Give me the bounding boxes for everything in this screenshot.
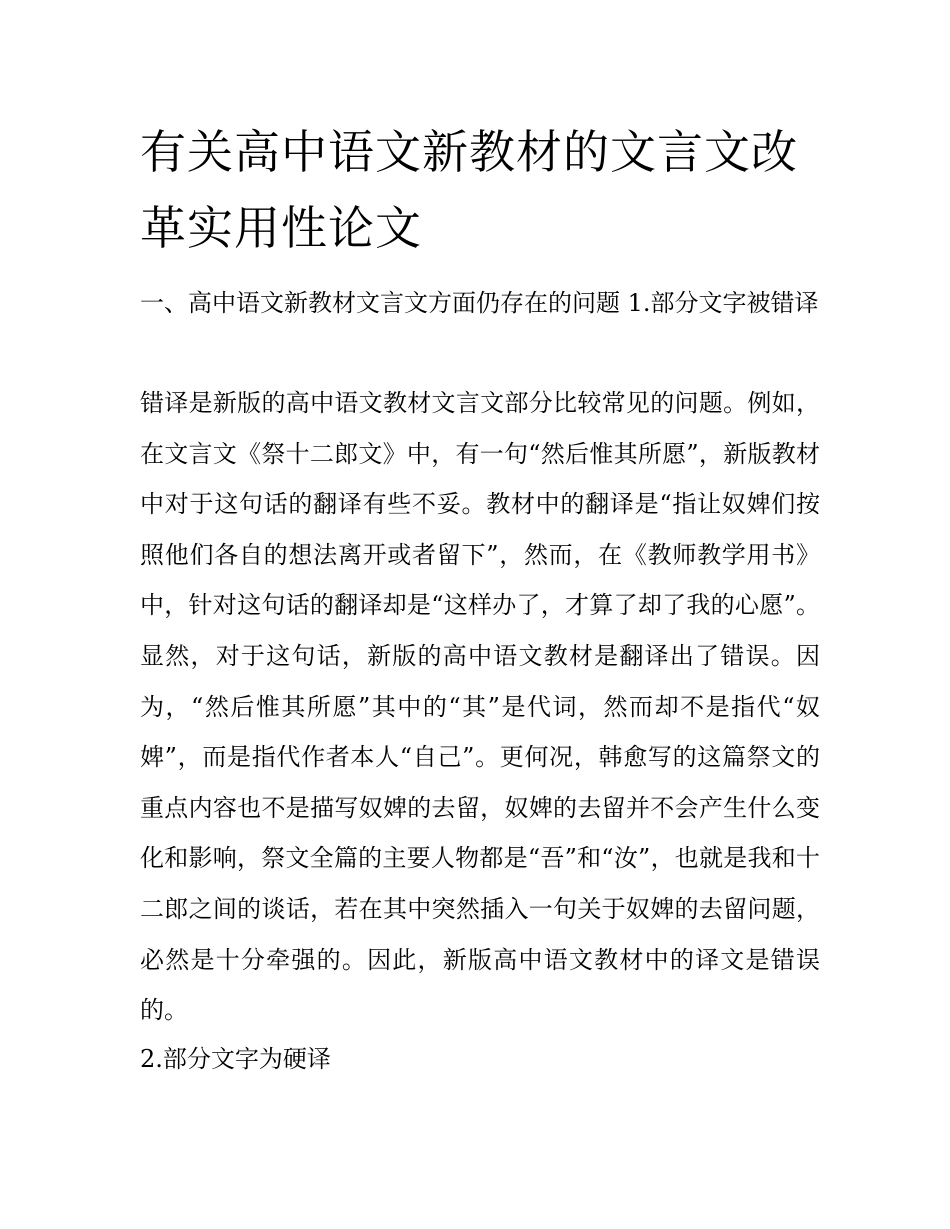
document-title: 有关高中语文新教材的文言文改革实用性论文 (140, 125, 798, 255)
section-heading: 一、高中语文新教材文言文方面仍存在的问题 1.部分文字被错译 (140, 289, 819, 317)
subsection-heading: 2.部分文字为硬译 (140, 1045, 331, 1073)
body-paragraph: 错译是新版的高中语文教材文言文部分比较常见的问题。例如，在文言文《祭十二郎文》中，有一句“然后惟其所愿”，新版教材中对于这句话的翻译有些不妥。教材中的翻译是“指让奴婢们按照他们各自的想法离开或者留下”，然而，在《教师教学用书》中，针对这句话的翻译却是“这样办了，才算了却了我的心愿”。显然，对于这句话，新版的高中语文教材是翻译出了错误。因为，“然后惟其所愿”其中的“其”是代词，然而却不是指代“奴婢”，而是指代作者本人“自己”。更何况，韩愈写的这篇祭文的重点内容也不是描写奴婢的去留，奴婢的去留并不会产生什么变化和影响，祭文全篇的主要人物都是“吾”和“汝”，也就是我和十二郎之间的谈话，若在其中突然插入一句关于奴婢的去留问题，必然是十分牵强的。因此，新版高中语文教材中的译文是错误的。 (140, 389, 820, 1025)
